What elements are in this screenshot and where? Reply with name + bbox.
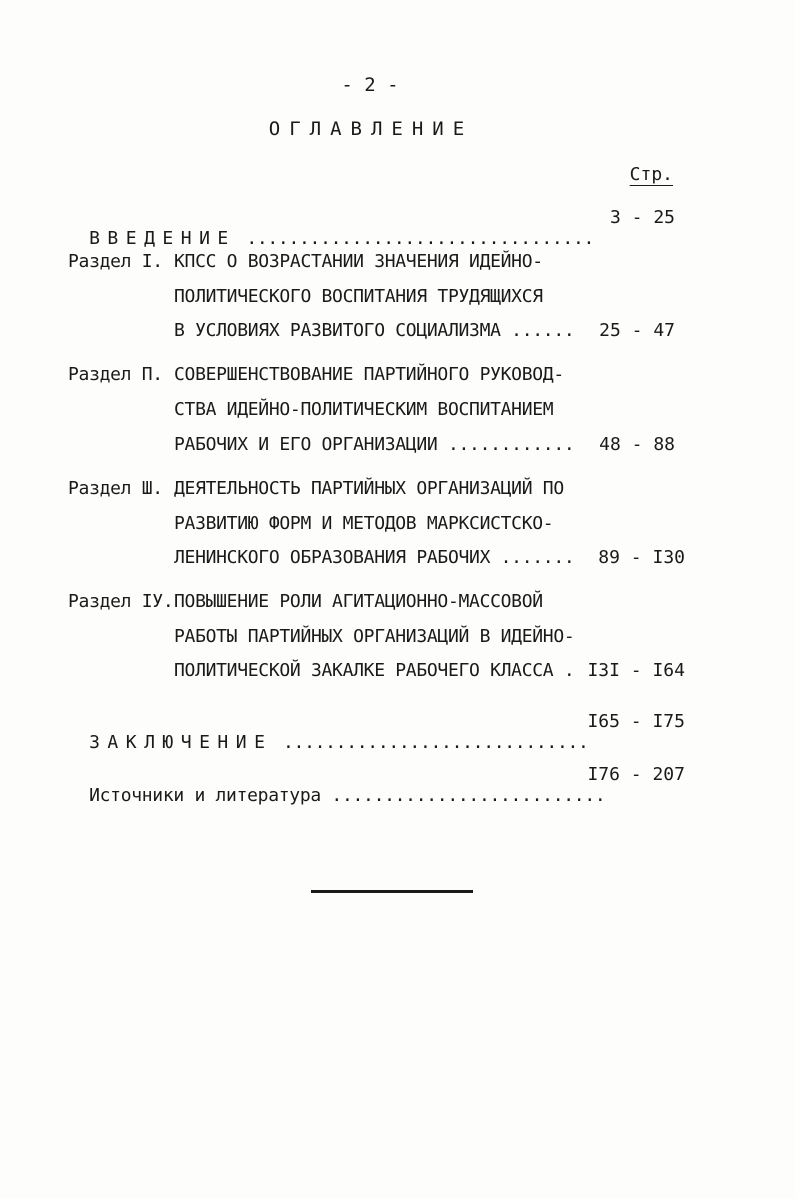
toc-section-title-line[interactable]: ПОЛИТИЧЕСКОЙ ЗАКАЛКЕ РАБОЧЕГО КЛАССА . xyxy=(174,660,575,681)
toc-entry-introduction[interactable] xyxy=(68,207,594,249)
toc-section-label: Раздел Ш. xyxy=(68,478,163,499)
toc-leader-dots: ................................. xyxy=(235,228,595,249)
toc-entry-sources[interactable] xyxy=(68,764,605,806)
closing-rule xyxy=(311,890,473,893)
toc-page-range: 25 - 47 xyxy=(599,320,675,341)
toc-entry-label: ВВЕДЕНИЕ xyxy=(89,228,236,249)
toc-page-range: I65 - I75 xyxy=(587,711,685,732)
toc-page-range: 48 - 88 xyxy=(599,434,675,455)
toc-entry-label: ЗАКЛЮЧЕНИЕ xyxy=(89,732,273,753)
toc-section-title-line[interactable]: РАБОТЫ ПАРТИЙНЫХ ОРГАНИЗАЦИЙ В ИДЕЙНО- xyxy=(174,626,575,647)
toc-leader-dots: ............................. xyxy=(272,732,589,753)
toc-section-title-line[interactable]: ДЕЯТЕЛЬНОСТЬ ПАРТИЙНЫХ ОРГАНИЗАЦИЙ ПО xyxy=(174,478,564,499)
toc-section-label: Раздел П. xyxy=(68,364,163,385)
toc-entry-conclusion[interactable] xyxy=(68,711,589,753)
toc-leader-dots: .......................... xyxy=(320,785,606,806)
toc-section-title-line[interactable]: В УСЛОВИЯХ РАЗВИТОГО СОЦИАЛИЗМА ...... xyxy=(174,320,575,341)
toc-entry-label: Источники и литература xyxy=(89,785,321,806)
toc-section-label: Раздел I. xyxy=(68,251,163,272)
toc-title: ОГЛАВЛЕНИЕ xyxy=(268,118,474,140)
pages-column-header: Стр. xyxy=(629,164,673,185)
toc-section-title-line[interactable]: ЛЕНИНСКОГО ОБРАЗОВАНИЯ РАБОЧИХ ....... xyxy=(174,547,575,568)
page-number: - 2 - xyxy=(341,74,399,96)
toc-section-title-line[interactable]: ПОВЫШЕНИЕ РОЛИ АГИТАЦИОННО-МАССОВОЙ xyxy=(174,591,543,612)
toc-section-title-line[interactable]: КПСС О ВОЗРАСТАНИИ ЗНАЧЕНИЯ ИДЕЙНО- xyxy=(174,251,543,272)
toc-page-range: 3 - 25 xyxy=(609,207,675,228)
toc-section-label: Раздел IУ. xyxy=(68,591,174,612)
toc-section-title-line[interactable]: СОВЕРШЕНСТВОВАНИЕ ПАРТИЙНОГО РУКОВОД- xyxy=(174,364,564,385)
toc-section-title-line[interactable]: СТВА ИДЕЙНО-ПОЛИТИЧЕСКИМ ВОСПИТАНИЕМ xyxy=(174,399,554,420)
toc-section-title-line[interactable]: РАБОЧИХ И ЕГО ОРГАНИЗАЦИИ ............ xyxy=(174,434,575,455)
toc-page-range: I3I - I64 xyxy=(587,660,685,681)
toc-section-title-line[interactable]: РАЗВИТИЮ ФОРМ И МЕТОДОВ МАРКСИСТСКО- xyxy=(174,513,554,534)
toc-page-range: I76 - 207 xyxy=(587,764,685,785)
toc-section-title-line[interactable]: ПОЛИТИЧЕСКОГО ВОСПИТАНИЯ ТРУДЯЩИХСЯ xyxy=(174,286,543,307)
toc-page-range: 89 - I30 xyxy=(598,547,685,568)
